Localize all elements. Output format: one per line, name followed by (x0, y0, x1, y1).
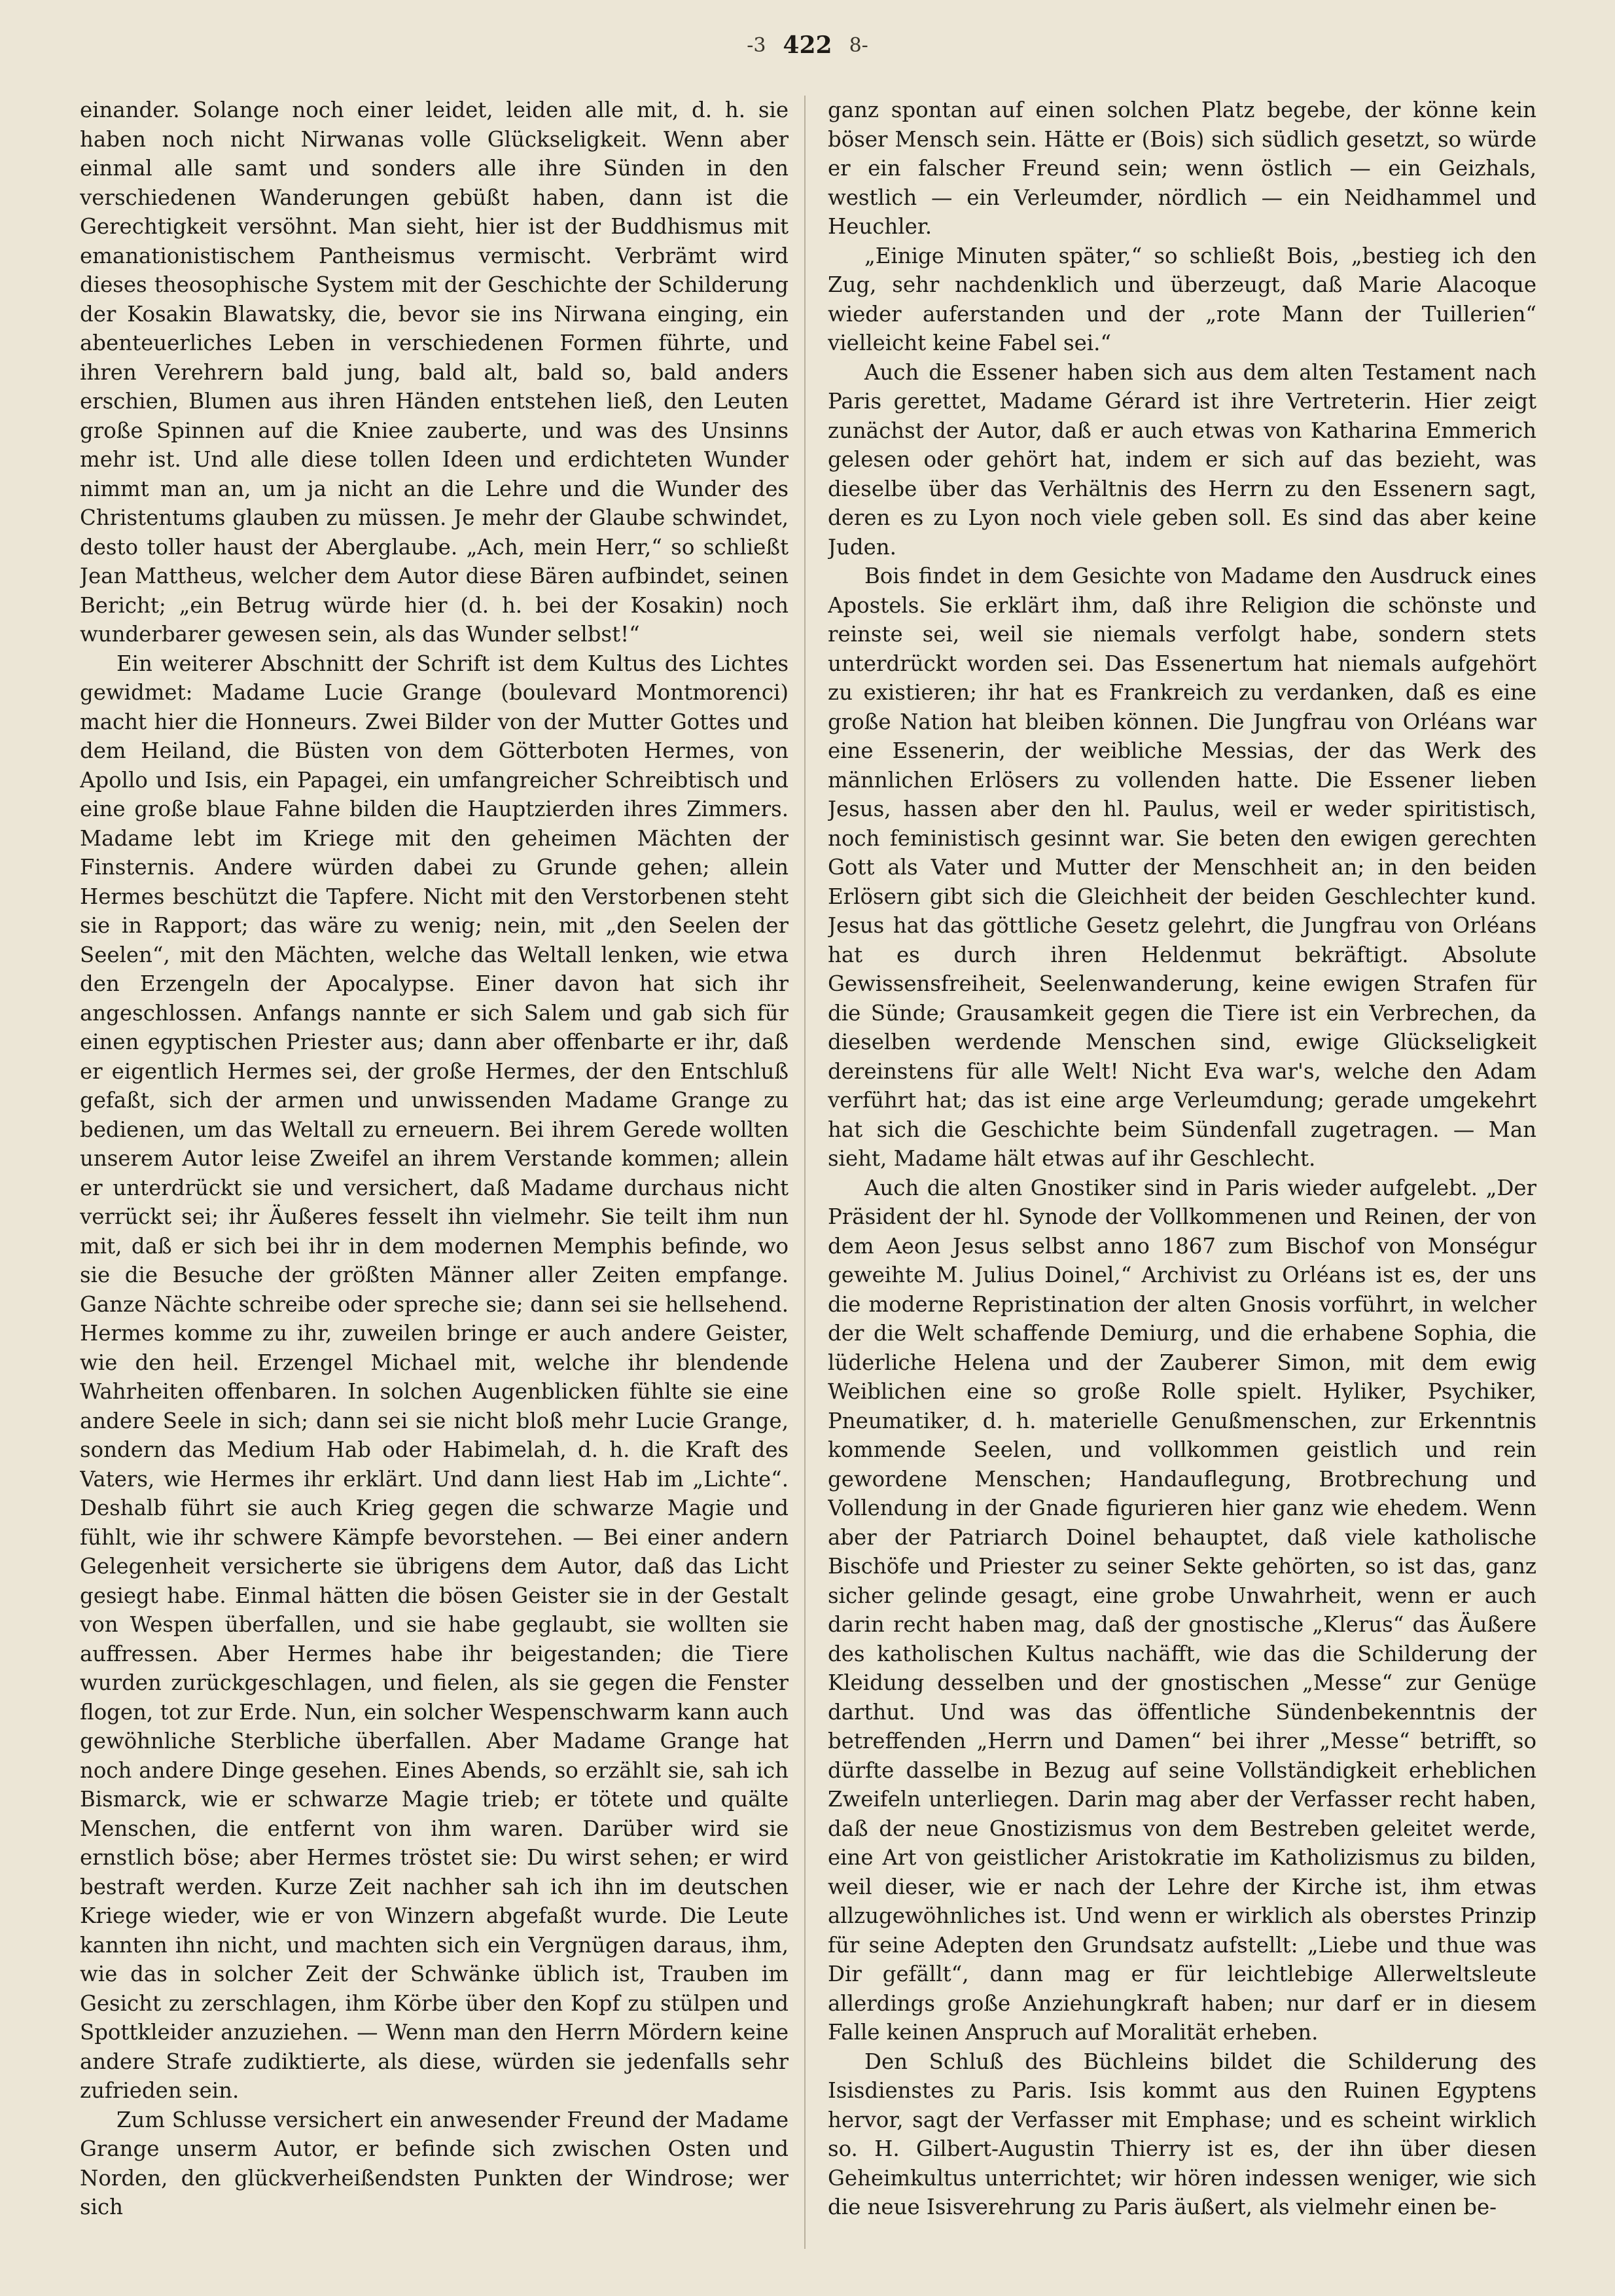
paragraph: „Einige Minuten später,“ so schließt Bois, „bestieg ich den Zug, sehr nachdenklich und überzeugt, daß Marie Alacoque wieder auferstanden und der „rote Mann der Tuillerien“ vielleicht keine Fabel sei.“ (828, 243, 1536, 355)
paragraph: Auch die Essener haben sich aus dem alten Testament nach Paris gerettet, Madame Gérard ist ihre Vertreterin. Hier zeigt zunächst der Autor, daß er auch etwas von Katharina Emmerich gelesen oder gehört hat, indem er sich auf das bezieht, was dieselbe über das Verhältnis des Herrn zu den Essenern sagt, deren es zu Lyon noch viele geben soll. Es sind das aber keine Juden. (828, 359, 1536, 560)
paragraph: einander. Solange noch einer leidet, leiden alle mit, d. h. sie haben noch nicht Nirwanas volle Glückseligkeit. Wenn aber einmal alle samt und sonders alle ihre Sünden in den verschiedenen Wanderungen gebüßt haben, dann ist die Gerechtigkeit versöhnt. Man sieht, hier ist der Buddhismus mit emanationistischem Pantheismus vermischt. Verbrämt wird dieses theosophische System mit der Geschichte der Schilderung der Kosakin Blawatsky, die, bevor sie ins Nirwana einging, ein abenteuerliches Leben in verschiedenen Formen führte, und ihren Verehrern bald jung, bald alt, bald so, bald anders erschien, Blumen aus ihren Händen entstehen ließ, den Leuten große Spinnen auf die Kniee zauberte, und was des Unsinns mehr ist. Und alle diese tollen Ideen und erdichteten Wunder nimmt man an, um ja nicht an die Lehre und die Wunder des Christentums glauben zu müssen. Je mehr der Glaube schwindet, desto toller haust der Aberglaube. „Ach, mein Herr,“ so schließt Jean Mattheus, welcher dem Autor diese Bären aufbindet, seinen Bericht; „ein Betrug würde hier (d. h. bei der Kosakin) noch wunderbarer gewesen sein, als das Wunder selbst!“ (80, 98, 789, 647)
paragraph: ganz spontan auf einen solchen Platz begebe, der könne kein böser Mensch sein. Hätte er (Bois) sich südlich gesetzt, so würde er ein falscher Freund sein; wenn östlich — ein Geizhals, westlich — ein Verleumder, nördlich — ein Neidhammel und Heuchler. (828, 98, 1536, 239)
header-ornament-right: 8- (849, 33, 868, 57)
right-column (828, 96, 1536, 2255)
page-header (0, 31, 1615, 59)
left-column (80, 96, 789, 2255)
paragraph: Auch die alten Gnostiker sind in Paris wieder aufgelebt. „Der Präsident der hl. Synode der Vollkommenen und Reinen, der von dem Aeon Jesus selbst anno 1867 zum Bischof von Monségur geweihte M. Julius Doinel,“ Archivist zu Orléans ist es, der uns die moderne Repristination der alten Gnosis vorführt, in welcher der die Welt schaffende Demiurg, und die erhabene Sophia, die lüderliche Helena und der Zauberer Simon, mit dem ewig Weiblichen eine so große Rolle spielt. Hyliker, Psychiker, Pneumatiker, d. h. materielle Genußmenschen, zur Erkenntnis kommende Seelen, und vollkommen geistlich und rein gewordene Menschen; Handauflegung, Brotbrechung und Vollendung in der Gnade figurieren hier ganz wie ehedem. Wenn aber der Patriarch Doinel behauptet, daß viele katholische Bischöfe und Priester zu seiner Sekte gehörten, so ist das, ganz sicher gelinde gesagt, eine grobe Unwahrheit, wenn er auch darin recht haben mag, daß der gnostische „Klerus“ das Äußere des katholischen Kultus nachäfft, wie das die Schilderung der Kleidung desselben und der gnostischen „Messe“ zur Genüge darthut. Und was das öffentliche Sündenbekenntnis der betreffenden „Herrn und Damen“ bei ihrer „Messe“ betrifft, so dürfte dasselbe in Bezug auf seine Vollständigkeit erheblichen Zweifeln unterliegen. Darin mag aber der Verfasser recht haben, daß der neue Gnostizismus von dem Bestreben geleitet werde, eine Art von geistlicher Aristokratie im Katholizismus zu bilden, weil dieser, wie er nach der Lehre der Kirche ist, ihm etwas allzugewöhnliches ist. Und wenn er wirklich als oberstes Prinzip für seine Adepten den Grundsatz aufstellt: „Liebe und thue was Dir gefällt“, dann mag er für leichtlebige Allerweltsleute allerdings große Anziehungkraft haben; nur darf er in diesem Falle keinen Anspruch auf Moralität erheben. (828, 1175, 1536, 2045)
header-ornament-left: -3 (747, 33, 766, 57)
column-divider (804, 96, 806, 2249)
paragraph: Zum Schlusse versichert ein anwesender Freund der Madame Grange unserm Autor, er befinde sich zwischen Osten und Norden, den glückverheißendsten Punkten der Windrose; wer sich (80, 2107, 789, 2219)
paragraph: Ein weiterer Abschnitt der Schrift ist dem Kultus des Lichtes gewidmet: Madame Lucie Grange (boulevard Montmorenci) macht hier die Honneurs. Zwei Bilder von der Mutter Gottes und dem Heiland, die Büsten von dem Götterboten Hermes, von Apollo und Isis, ein Papagei, ein umfangreicher Schreibtisch und eine große blaue Fahne bilden die Hauptzierden ihres Zimmers. Madame lebt im Kriege mit den geheimen Mächten der Finsternis. Andere würden dabei zu Grunde gehen; allein Hermes beschützt die Tapfere. Nicht mit den Verstorbenen steht sie in Rapport; das wäre zu wenig; nein, mit „den Seelen der Seelen“, mit den Mächten, welche das Weltall lenken, wie etwa den Erzengeln der Apocalypse. Einer davon hat sich ihr angeschlossen. Anfangs nannte er sich Salem und gab sich für einen egyptischen Priester aus; dann aber offenbarte er ihr, daß er eigentlich Hermes sei, der große Hermes, der den Entschluß gefaßt, sich der armen und unwissenden Madame Grange zu bedienen, um das Weltall zu erneuern. Bei ihrem Gerede wollten unserem Autor leise Zweifel an ihrem Verstande kommen; allein er unterdrückt sie und versichert, daß Madame durchaus nicht verrückt sei; ihr Äußeres fesselt ihn vielmehr. Sie teilt ihm nun mit, daß er sich bei ihr in dem modernen Memphis befinde, wo sie die Besuche der größten Männer aller Zeiten empfange. Ganze Nächte schreibe oder spreche sie; dann sei sie hellsehend. Hermes komme zu ihr, zuweilen bringe er auch andere Geister, wie den heil. Erzengel Michael mit, welche ihr blendende Wahrheiten offenbaren. In solchen Augenblicken fühlte sie eine andere Seele in sich; dann sei sie nicht bloß mehr Lucie Grange, sondern das Medium Hab oder Habimelah, d. h. die Kraft des Vaters, wie Hermes ihr erklärt. Und dann liest Hab im „Lichte“. Deshalb führt sie auch Krieg gegen die schwarze Magie und fühlt, wie ihr schwere Kämpfe bevorstehen. — Bei einer andern Gelegenheit versicherte sie übrigens dem Autor, daß das Licht gesiegt habe. Einmal hätten die bösen Geister sie in der Gestalt von Wespen überfallen, und sie habe geglaubt, sie wollten sie auffressen. Aber Hermes habe ihr beigestanden; die Tiere wurden zurückgeschlagen, und fielen, als sie gegen die Fenster flogen, tot zur Erde. Nun, ein solcher Wespenschwarm kann auch gewöhnliche Sterbliche überfallen. Aber Madame Grange hat noch andere Dinge gesehen. Eines Abends, so erzählt sie, sah ich Bismarck, wie er schwarze Magie trieb; er tötete und quälte Menschen, die entfernt von ihm waren. Darüber wird sie ernstlich böse; aber Hermes tröstet sie: Du wirst sehen; er wird bestraft werden. Kurze Zeit nachher sah ich ihn im deutschen Kriege wieder, wie er von Winzern abgefaßt wurde. Die Leute kannten ihn nicht, und machten sich ein Vergnügen daraus, ihm, wie das in solcher Zeit der Schwänke üblich ist, Trauben im Gesicht zu zerschlagen, ihm Körbe über den Kopf zu stülpen und Spottkleider anzuziehen. — Wenn man den Herrn Mördern keine andere Strafe zudiktierte, als diese, würden sie jedenfalls sehr zufrieden sein. (80, 651, 789, 2103)
page-number: 422 (783, 31, 832, 59)
paragraph: Den Schluß des Büchleins bildet die Schilderung des Isisdienstes zu Paris. Isis kommt aus den Ruinen Egyptens hervor, sagt der Verfasser mit Emphase; und es scheint wirklich so. H. Gilbert-Augustin Thierry ist es, der ihn über diesen Geheimkultus unterrichtet; wir hören indessen weniger, wie sich die neue Isisverehrung zu Paris äußert, als vielmehr einen be- (828, 2049, 1536, 2219)
paragraph: Bois findet in dem Gesichte von Madame den Ausdruck eines Apostels. Sie erklärt ihm, daß ihre Religion die schönste und reinste sei, weil sie niemals verfolgt habe, sondern stets unterdrückt worden sei. Das Essenertum hat niemals aufgehört zu existieren; ihr hat es Frankreich zu verdanken, daß es eine große Nation hat bleiben können. Die Jungfrau von Orléans war eine Essenerin, der weibliche Messias, der das Werk des männlichen Erlösers zu vollenden hatte. Die Essener lieben Jesus, hassen aber den hl. Paulus, weil er weder spiritistisch, noch feministisch gesinnt war. Sie beten den ewigen gerechten Gott als Vater und Mutter der Menschheit an; in den beiden Erlösern gibt sich die Gleichheit der beiden Geschlechter kund. Jesus hat das göttliche Gesetz gelehrt, die Jungfrau von Orléans hat es durch ihren Heldenmut bekräftigt. Absolute Gewissensfreiheit, Seelenwanderung, keine ewigen Strafen für die Sünde; Grausamkeit gegen die Tiere ist ein Verbrechen, da dieselben werdende Menschen sind, ewige Glückseligkeit dereinstens für alle Welt! Nicht Eva war's, welche den Adam verführt hat; das ist eine arge Verleumdung; gerade umgekehrt hat sich die Geschichte beim Sündenfall zugetragen. — Man sieht, Madame hält etwas auf ihr Geschlecht. (828, 564, 1536, 1171)
